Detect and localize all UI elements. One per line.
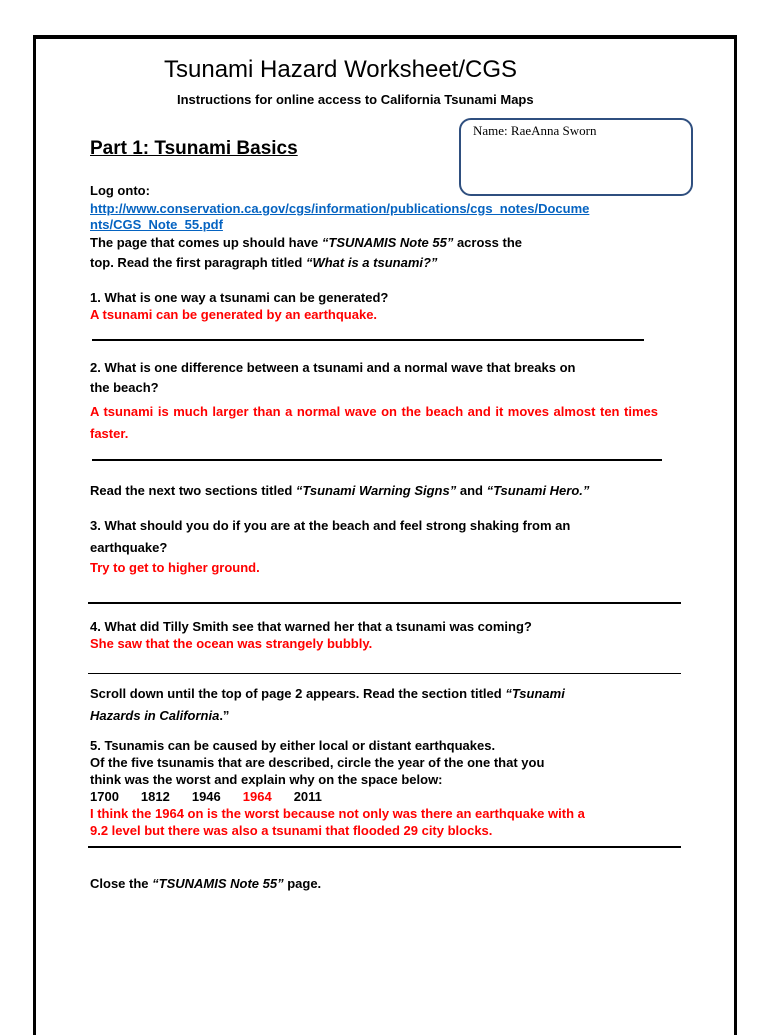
answer-line-4	[88, 673, 681, 674]
answer-5-line-1: I think the 1964 on is the worst because not only was there an earthquake with a	[90, 806, 585, 821]
question-2-line-1: 2. What is one difference between a tsunami and a normal wave that breaks on	[90, 360, 576, 375]
answer-line-5	[88, 846, 681, 848]
intro-line-2: top. Read the first paragraph titled “What is a tsunami?”	[90, 255, 438, 270]
question-2-line-2: the beach?	[90, 380, 159, 395]
year-options	[90, 788, 680, 805]
question-3-line-2: earthquake?	[90, 540, 168, 555]
year-option-selected[interactable]: 1964	[242, 789, 272, 804]
question-5-line-1: 5. Tsunamis can be caused by either local or distant earthquakes.	[90, 738, 496, 753]
name-box	[459, 118, 693, 196]
close-instruction: Close the “TSUNAMIS Note 55” page.	[90, 876, 322, 891]
question-2	[90, 358, 670, 398]
cgs-note-link[interactable]	[90, 201, 589, 233]
question-5-line-3: think was the worst and explain why on the space below:	[90, 772, 443, 787]
answer-line-2	[92, 459, 662, 461]
link-line-1[interactable]: http://www.conservation.ca.gov/cgs/information/publications/cgs_notes/Docume	[90, 201, 590, 216]
answer-4: She saw that the ocean was strangely bubbly.	[90, 636, 373, 651]
year-option[interactable]: 1700	[90, 789, 119, 804]
question-4: 4. What did Tilly Smith see that warned her that a tsunami was coming?	[90, 619, 532, 634]
scroll-line-1: Scroll down until the top of page 2 appears. Read the section titled “Tsunami	[90, 686, 565, 701]
worksheet-title: Tsunami Hazard Worksheet/CGS	[164, 56, 518, 83]
year-option[interactable]: 1812	[140, 789, 170, 804]
year-option[interactable]: 2011	[293, 789, 322, 804]
part1-title: Part 1: Tsunami Basics	[90, 138, 298, 159]
answer-2: A tsunami is much larger than a normal wave on the beach and it moves almost ten times faster.	[90, 404, 658, 441]
log-onto-label: Log onto:	[90, 183, 150, 198]
answer-3: Try to get to higher ground.	[90, 560, 260, 575]
name-text: Name: RaeAnna Sworn	[473, 123, 597, 138]
answer-line-3	[88, 602, 681, 604]
question-3	[90, 515, 680, 559]
question-5	[90, 737, 680, 839]
intro-line-1: The page that comes up should have “TSUNAMIS Note 55” across the	[90, 235, 522, 250]
question-1: 1. What is one way a tsunami can be generated?	[90, 290, 389, 305]
intro-paragraph	[90, 233, 680, 273]
scroll-instruction	[90, 683, 680, 727]
worksheet-subtitle: Instructions for online access to California Tsunami Maps	[177, 92, 534, 107]
question-5-line-2: Of the five tsunamis that are described, circle the year of the one that you	[90, 755, 545, 770]
scroll-line-2: Hazards in California.”	[90, 708, 230, 723]
read-next-instruction: Read the next two sections titled “Tsunami Warning Signs” and “Tsunami Hero.”	[90, 483, 590, 498]
answer-1: A tsunami can be generated by an earthquake.	[90, 307, 378, 322]
year-option[interactable]: 1946	[191, 789, 221, 804]
answer-line-1	[92, 339, 644, 341]
question-3-line-1: 3. What should you do if you are at the beach and feel strong shaking from an	[90, 518, 571, 533]
link-line-2[interactable]: nts/CGS_Note_55.pdf	[90, 217, 223, 232]
answer-5-line-2: 9.2 level but there was also a tsunami that flooded 29 city blocks.	[90, 823, 493, 838]
